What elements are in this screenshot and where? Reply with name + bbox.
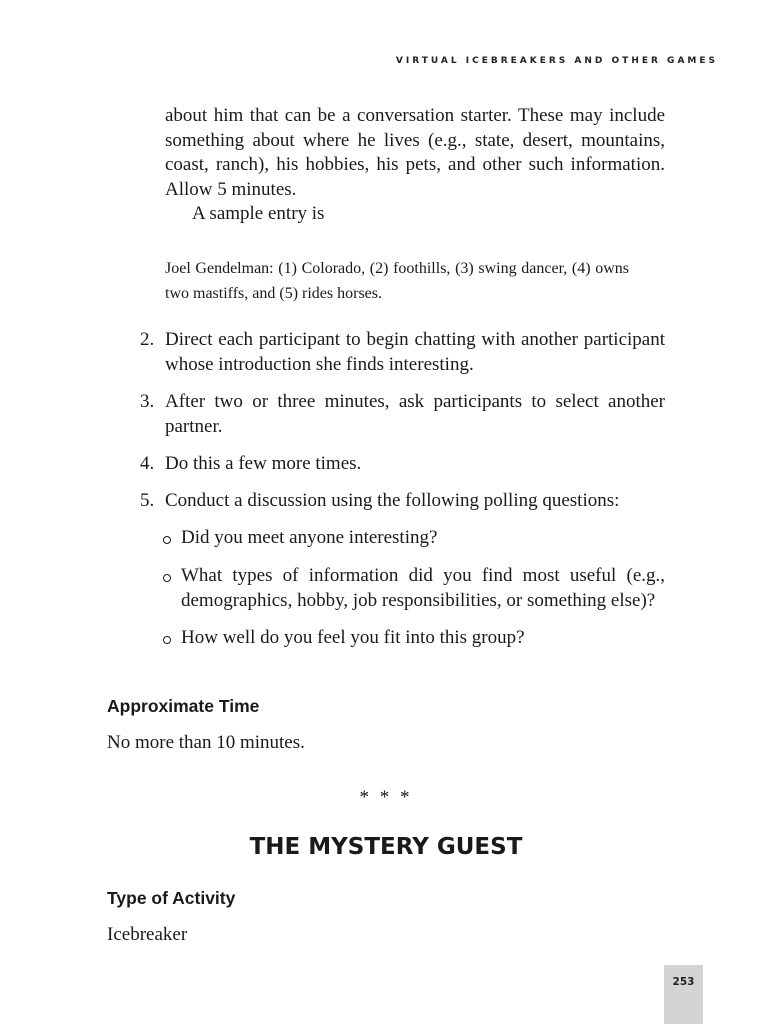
page-number: 253 <box>672 976 695 988</box>
bullet-item <box>163 626 665 651</box>
list-item <box>140 489 665 514</box>
list-text: Do this a few more times. <box>165 453 362 474</box>
bullet-text: Did you meet anyone interesting? <box>181 527 438 548</box>
list-number: 3. <box>140 391 155 412</box>
bullet-circle-icon <box>163 536 171 544</box>
bullet-text: What types of information did you find most useful (e.g., demographics, hobby, job responsibilities, or something else)? <box>181 565 665 611</box>
list-text: Conduct a discussion using the following polling questions: <box>165 490 620 511</box>
list-item <box>140 390 665 439</box>
activity-type-heading: Type of Activity <box>107 888 236 908</box>
bullet-circle-icon <box>163 574 171 582</box>
intro-line: Allow 5 minutes. <box>165 178 297 200</box>
list-item <box>140 452 665 477</box>
list-text: Direct each participant to begin chatting with another participant whose introduction she finds interesting. <box>165 329 665 375</box>
list-item <box>140 328 665 377</box>
list-number: 2. <box>140 329 155 350</box>
approx-time-text: No more than 10 minutes. <box>107 732 305 753</box>
sample-entry: Joel Gendelman: (1) Colorado, (2) foothills, (3) swing dancer, (4) owns two mastiffs, and (5) rides horses. <box>165 260 629 302</box>
page-number-tab <box>664 965 703 1024</box>
section-divider: * * * <box>359 787 413 808</box>
list-number: 4. <box>140 453 155 474</box>
approx-time-heading: Approximate Time <box>107 696 260 716</box>
sample-lead: A sample entry is <box>192 203 325 224</box>
activity-type-text: Icebreaker <box>107 924 188 945</box>
list-number: 5. <box>140 490 155 511</box>
intro-line: about him that can be a conversation starter. These may include <box>165 105 665 126</box>
bullet-circle-icon <box>163 636 171 644</box>
intro-line: something about where he lives (e.g., state, desert, mountains, <box>165 129 665 151</box>
bullet-item <box>163 564 665 613</box>
intro-paragraph <box>165 104 665 227</box>
list-text: After two or three minutes, ask participants to select another partner. <box>165 391 665 437</box>
bullet-text: How well do you feel you fit into this group? <box>181 627 525 648</box>
running-head: VIRTUAL ICEBREAKERS AND OTHER GAMES <box>395 56 718 66</box>
intro-line: coast, ranch), his hobbies, his pets, and other such information. <box>165 154 665 175</box>
section-title: THE MYSTERY GUEST <box>249 834 523 860</box>
bullet-item <box>163 526 665 551</box>
